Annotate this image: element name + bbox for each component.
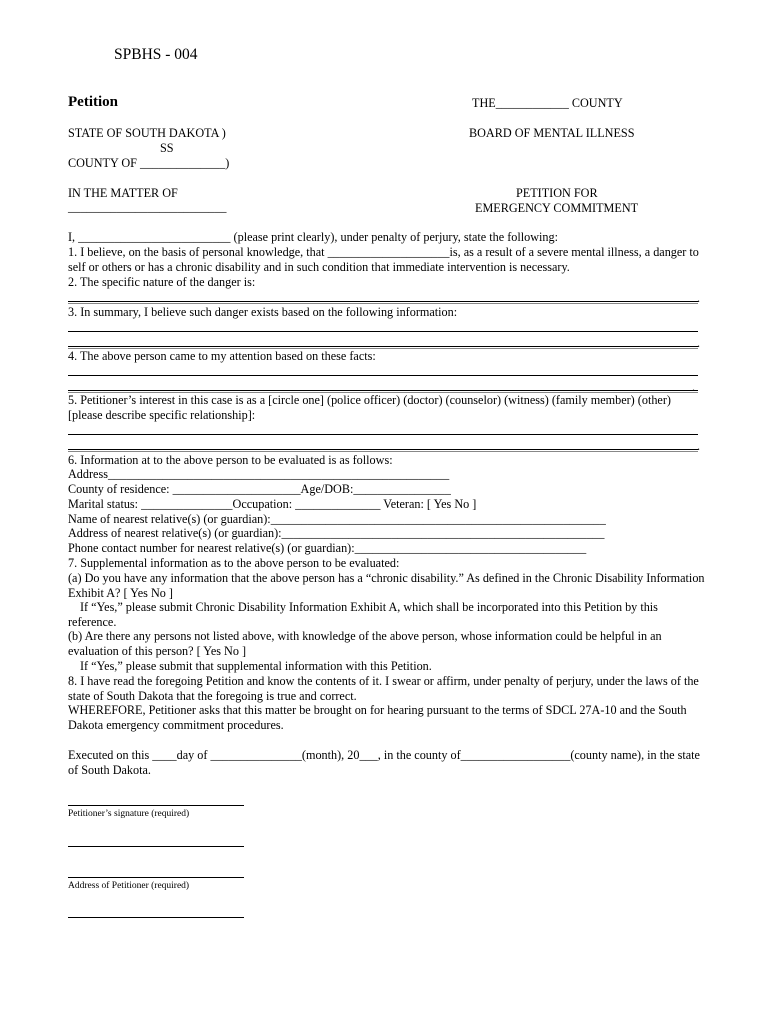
state-caption: STATE OF SOUTH DAKOTA ) <box>68 126 226 140</box>
petitioner-signature-label: Petitioner’s signature (required) <box>68 809 190 819</box>
item-7b-instructions: If “Yes,” please submit that supplemental information with this Petition. <box>80 659 432 673</box>
relative-phone-field[interactable]: Phone contact number for nearest relative(s) (or guardian):______________________________________ <box>68 541 587 555</box>
relationship-answer-line-2[interactable] <box>68 449 698 450</box>
section-divider <box>68 303 698 304</box>
summary-answer-line-2[interactable] <box>68 346 698 347</box>
item-6: 6. Information at to the above person to be evaluated is as follows: <box>68 453 393 467</box>
county-of-caption: COUNTY OF ______________) <box>68 156 230 170</box>
petitioner-address-line[interactable] <box>68 877 244 878</box>
item-7: 7. Supplemental information as to the above person to be evaluated: <box>68 556 400 570</box>
item-3: 3. In summary, I believe such danger exists based on the following information: <box>68 305 458 319</box>
petitioner-address-label: Address of Petitioner (required) <box>68 881 190 891</box>
ss-caption: SS <box>160 141 174 155</box>
line-end-period: . <box>692 380 696 394</box>
signature-blank-line[interactable] <box>68 846 244 847</box>
item-7b: (b) Are there any persons not listed above, with knowledge of the above person, whose information could be helpful in an evaluation of this person? [ Yes No ] <box>68 629 662 658</box>
emergency-commitment-heading: EMERGENCY COMMITMENT <box>475 201 639 215</box>
address-blank-line[interactable] <box>68 917 244 918</box>
relative-address-field[interactable]: Address of nearest relative(s) (or guardian):_____________________________________________________ <box>68 526 605 540</box>
address-field[interactable]: Address________________________________________________________ <box>68 467 450 481</box>
section-divider <box>68 451 698 452</box>
relative-name-field[interactable]: Name of nearest relative(s) (or guardian):_______________________________________________________ <box>68 512 606 526</box>
item-1: 1. I believe, on the basis of personal knowledge, that ____________________is, as a result of a severe mental illness, a danger to self or others or has a chronic disability and in such condition that immediate intervention is necessary. <box>68 245 699 274</box>
line-end-period: . <box>697 291 701 305</box>
item-7a: (a) Do you have any information that the above person has a “chronic disability.” As defined in the Chronic Disability Information Exhibit A? [ Yes No ] <box>68 571 705 600</box>
wherefore-clause: WHEREFORE, Petitioner asks that this matter be brought on for hearing pursuant to the terms of SDCL 27A-10 and the South Dakota emergency commitment procedures. <box>68 703 687 732</box>
item-8: 8. I have read the foregoing Petition and know the contents of it. I swear or affirm, under penalty of perjury, under the laws of the state of South Dakota that the foregoing is true and correct. <box>68 674 699 703</box>
page-title: Petition <box>68 94 118 110</box>
petition-for-heading: PETITION FOR <box>516 186 598 200</box>
matter-caption: IN THE MATTER OF <box>68 186 178 200</box>
intro-statement: I, _________________________ (please print clearly), under penalty of perjury, state the following: <box>68 230 558 244</box>
item-5: 5. Petitioner’s interest in this case is as a [circle one] (police officer) (doctor) (counselor) (witness) (family member) (other) [please describe specific relationship]: <box>68 393 671 422</box>
item-7a-instructions: If “Yes,” please submit Chronic Disability Information Exhibit A, which shall be incorporated into this Petition by this reference. <box>68 600 658 629</box>
relationship-answer-line-1[interactable] <box>68 434 698 435</box>
line-end-period: . <box>697 439 701 453</box>
board-heading: BOARD OF MENTAL ILLNESS <box>469 126 635 140</box>
form-code: SPBHS - 004 <box>114 46 198 63</box>
danger-answer-line[interactable] <box>68 301 698 302</box>
item-4: 4. The above person came to my attention based on these facts: <box>68 349 376 363</box>
matter-blank[interactable]: __________________________ <box>68 200 227 214</box>
facts-answer-line-1[interactable] <box>68 375 698 376</box>
item-2: 2. The specific nature of the danger is: <box>68 275 256 289</box>
line-end-period: . <box>697 336 701 350</box>
county-heading: THE____________ COUNTY <box>472 96 623 110</box>
execution-statement[interactable]: Executed on this ____day of _______________(month), 20___, in the county of__________________(county name), in the state of South Dakota. <box>68 748 700 777</box>
marital-occupation-veteran-field[interactable]: Marital status: _______________Occupation: ______________ Veteran: [ Yes No ] <box>68 497 477 511</box>
summary-answer-line-1[interactable] <box>68 331 698 332</box>
county-age-field[interactable]: County of residence: _____________________Age/DOB:________________ <box>68 482 451 496</box>
petitioner-signature-line[interactable] <box>68 805 244 806</box>
facts-answer-line-2[interactable] <box>68 390 698 391</box>
